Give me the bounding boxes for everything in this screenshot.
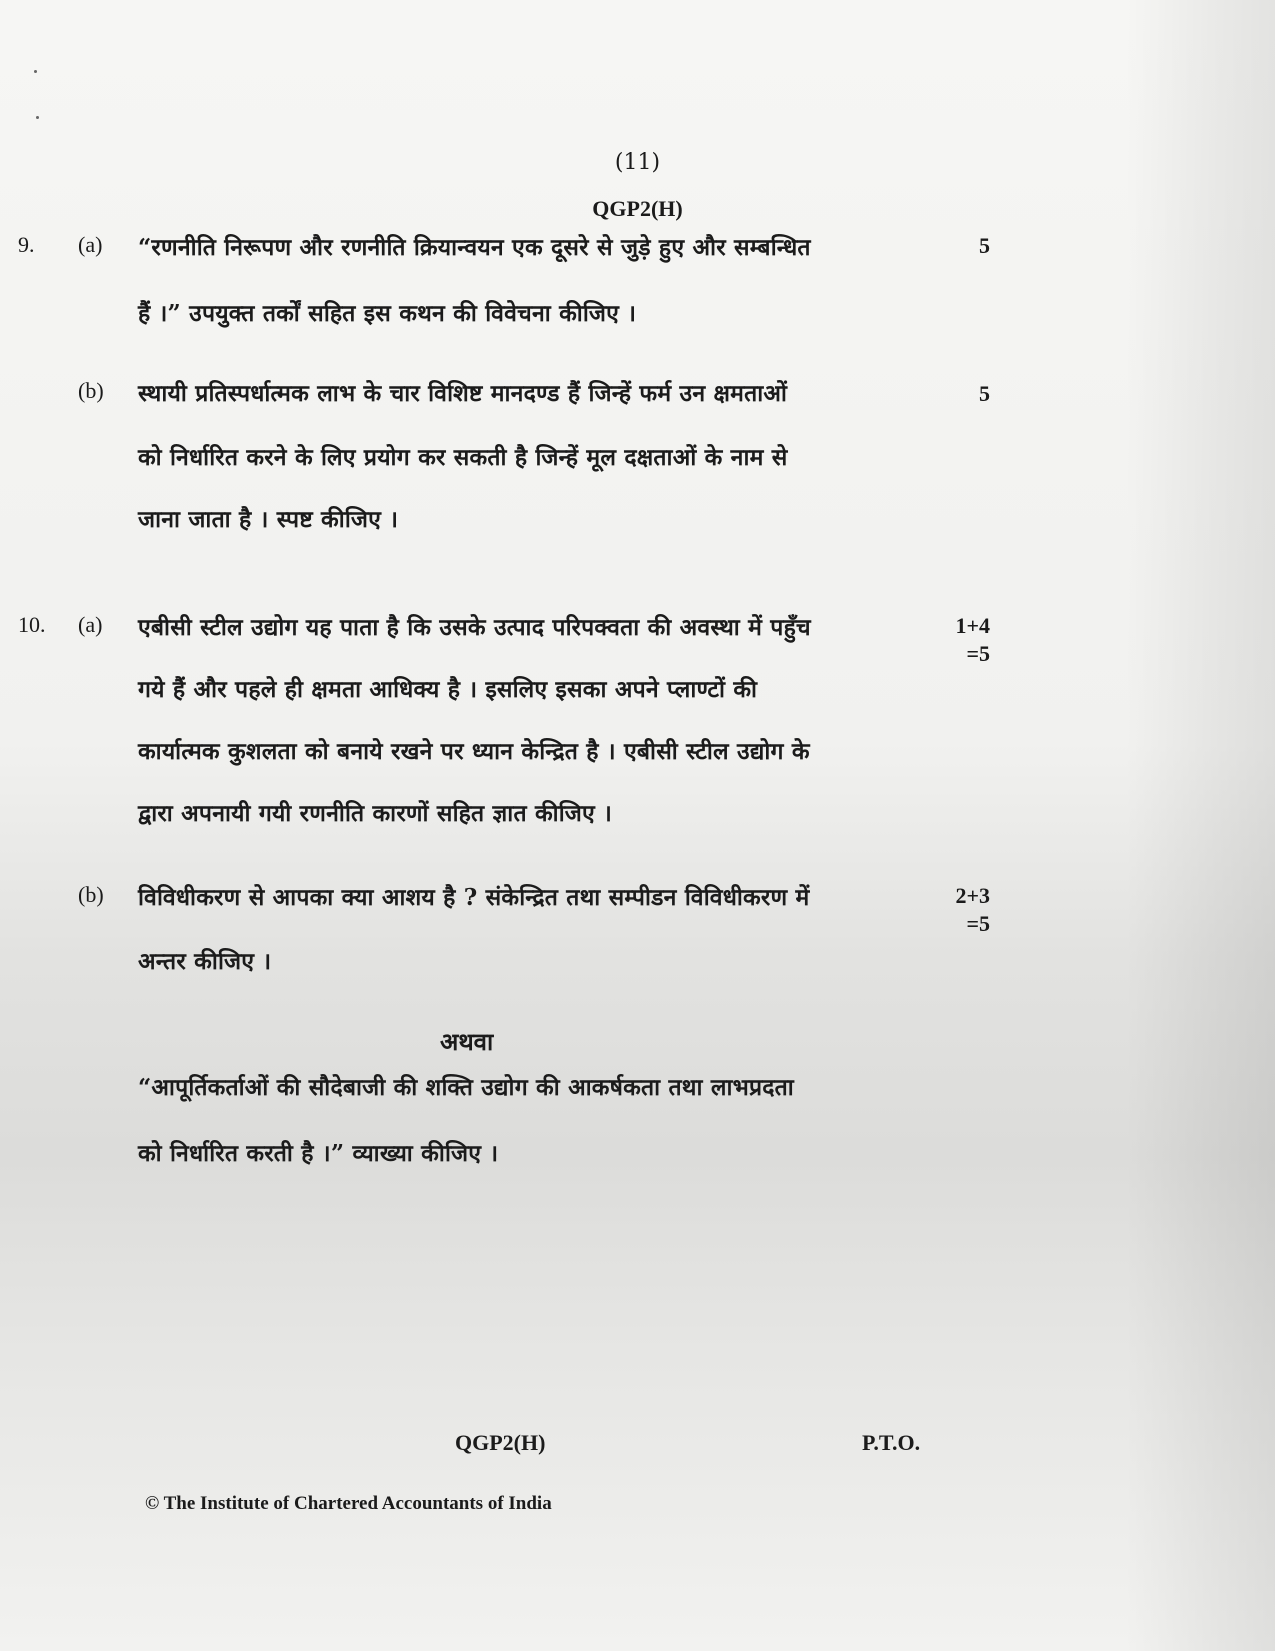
question-number: 9. <box>18 232 35 257</box>
marks <box>955 882 990 938</box>
marks <box>955 612 990 668</box>
marks: 5 <box>979 233 990 258</box>
question-text-line: द्वारा अपनायी गयी रणनीति कारणों सहित ज्ञात कीजिए । <box>138 800 613 827</box>
question-text-line: को निर्धारित करने के लिए प्रयोग कर सकती है जिन्हें मूल दक्षताओं के नाम से <box>138 444 788 471</box>
copyright-notice: © The Institute of Chartered Accountants of India <box>145 1493 552 1514</box>
scan-speck <box>36 116 39 119</box>
or-label: अथवा <box>440 1027 494 1056</box>
question-text-line: “रणनीति निरूपण और रणनीति क्रियान्वयन एक दूसरे से जुड़े हुए और सम्बन्धित <box>138 234 811 261</box>
question-text-line: गये हैं और पहले ही क्षमता आधिक्य है । इसलिए इसका अपने प्लाण्टों की <box>138 676 758 703</box>
pto-label: P.T.O. <box>862 1430 921 1455</box>
question-text-line: अन्तर कीजिए । <box>138 948 272 975</box>
paper-code-header: QGP2(H) <box>592 196 683 221</box>
part-label: (a) <box>78 612 103 637</box>
paper-code-footer: QGP2(H) <box>455 1430 546 1455</box>
scan-speck <box>34 70 37 73</box>
question-text-line: विविधीकरण से आपका क्या आशय है ? संकेन्द्रित तथा सम्पीडन विविधीकरण में <box>138 884 810 911</box>
question-text-line: कार्यात्मक कुशलता को बनाये रखने पर ध्यान केन्द्रित है । एबीसी स्टील उद्योग के <box>138 738 810 765</box>
page-edge-shadow <box>1125 0 1275 1651</box>
part-label: (b) <box>78 882 104 907</box>
marks-split: 1+4 <box>955 613 990 638</box>
marks: 5 <box>979 381 990 406</box>
page-number: (11) <box>614 150 661 175</box>
question-text-line: एबीसी स्टील उद्योग यह पाता है कि उसके उत्पाद परिपक्वता की अवस्था में पहुँच <box>138 614 811 641</box>
marks-total: =5 <box>966 911 990 936</box>
or-question-text-line: “आपूर्तिकर्ताओं की सौदेबाजी की शक्ति उद्योग की आकर्षकता तथा लाभप्रदता <box>138 1074 794 1101</box>
marks-total: =5 <box>966 641 990 666</box>
or-question-text-line: को निर्धारित करती है ।” व्याख्या कीजिए । <box>138 1140 499 1167</box>
question-text-line: हैं ।” उपयुक्त तर्कों सहित इस कथन की विवेचना कीजिए । <box>138 300 637 327</box>
question-text-line: स्थायी प्रतिस्पर्धात्मक लाभ के चार विशिष्ट मानदण्ड हैं जिन्हें फर्म उन क्षमताओं <box>138 380 788 407</box>
marks-split: 2+3 <box>955 883 990 908</box>
part-label: (a) <box>78 232 103 257</box>
question-text-line: जाना जाता है । स्पष्ट कीजिए । <box>138 506 399 533</box>
part-label: (b) <box>78 378 104 403</box>
question-number: 10. <box>18 612 46 637</box>
